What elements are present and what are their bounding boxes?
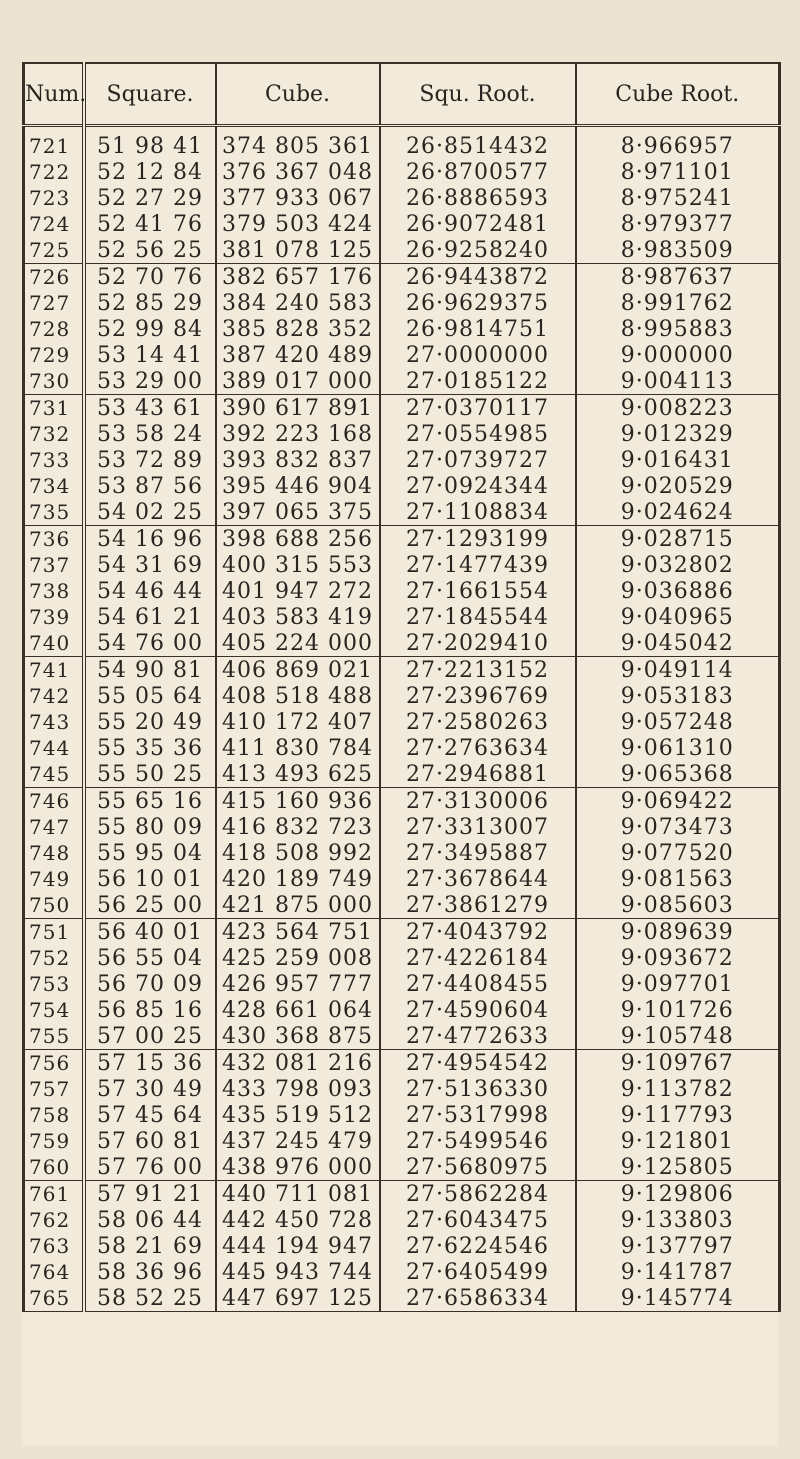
square-cell: 54 02 25 bbox=[84, 499, 216, 526]
square-cell: 58 21 69 bbox=[84, 1233, 216, 1259]
num-cell: 756 bbox=[24, 1050, 84, 1077]
square-cell: 57 00 25 bbox=[84, 1023, 216, 1050]
cube-root-cell: 9·073473 bbox=[576, 814, 780, 840]
header-square: Square. bbox=[84, 63, 216, 126]
square-cell: 56 70 09 bbox=[84, 971, 216, 997]
table-row bbox=[24, 630, 780, 657]
cube-cell: 423 564 751 bbox=[216, 919, 380, 946]
cube-cell: 425 259 008 bbox=[216, 945, 380, 971]
cube-root-cell: 8·987637 bbox=[576, 264, 780, 291]
table-row bbox=[24, 473, 780, 499]
cube-root-cell: 9·020529 bbox=[576, 473, 780, 499]
cube-cell: 440 711 081 bbox=[216, 1181, 380, 1208]
square-root-cell: 26·8514432 bbox=[380, 126, 576, 160]
cube-cell: 377 933 067 bbox=[216, 185, 380, 211]
cube-root-cell: 9·093672 bbox=[576, 945, 780, 971]
square-root-cell: 27·2580263 bbox=[380, 709, 576, 735]
square-cell: 55 80 09 bbox=[84, 814, 216, 840]
cube-root-cell: 9·109767 bbox=[576, 1050, 780, 1077]
square-cell: 53 87 56 bbox=[84, 473, 216, 499]
cube-root-cell: 9·061310 bbox=[576, 735, 780, 761]
cube-root-cell: 8·975241 bbox=[576, 185, 780, 211]
cube-root-cell: 9·065368 bbox=[576, 761, 780, 788]
square-root-cell: 27·3678644 bbox=[380, 866, 576, 892]
table-row bbox=[24, 1181, 780, 1208]
cube-root-cell: 9·053183 bbox=[576, 683, 780, 709]
square-cell: 52 85 29 bbox=[84, 290, 216, 316]
cube-cell: 413 493 625 bbox=[216, 761, 380, 788]
num-cell: 759 bbox=[24, 1128, 84, 1154]
num-cell: 763 bbox=[24, 1233, 84, 1259]
cube-root-cell: 9·137797 bbox=[576, 1233, 780, 1259]
num-cell: 727 bbox=[24, 290, 84, 316]
cube-root-cell: 9·069422 bbox=[576, 788, 780, 815]
square-cell: 57 60 81 bbox=[84, 1128, 216, 1154]
table-row bbox=[24, 788, 780, 815]
cube-cell: 447 697 125 bbox=[216, 1285, 380, 1312]
header-cube-root: Cube Root. bbox=[576, 63, 780, 126]
square-root-cell: 27·0000000 bbox=[380, 342, 576, 368]
cube-cell: 389 017 000 bbox=[216, 368, 380, 395]
table-row bbox=[24, 578, 780, 604]
table-row bbox=[24, 1207, 780, 1233]
square-cell: 54 90 81 bbox=[84, 657, 216, 684]
cube-root-cell: 9·129806 bbox=[576, 1181, 780, 1208]
table-row bbox=[24, 919, 780, 946]
table-row bbox=[24, 814, 780, 840]
square-cell: 54 61 21 bbox=[84, 604, 216, 630]
table-row bbox=[24, 395, 780, 422]
square-root-cell: 27·1108834 bbox=[380, 499, 576, 526]
num-cell: 730 bbox=[24, 368, 84, 395]
cube-cell: 444 194 947 bbox=[216, 1233, 380, 1259]
square-root-cell: 27·1293199 bbox=[380, 526, 576, 553]
square-root-cell: 27·6043475 bbox=[380, 1207, 576, 1233]
cube-cell: 418 508 992 bbox=[216, 840, 380, 866]
cube-cell: 411 830 784 bbox=[216, 735, 380, 761]
cube-cell: 428 661 064 bbox=[216, 997, 380, 1023]
cube-root-cell: 9·121801 bbox=[576, 1128, 780, 1154]
table-row bbox=[24, 421, 780, 447]
num-cell: 737 bbox=[24, 552, 84, 578]
num-cell: 731 bbox=[24, 395, 84, 422]
square-root-cell: 27·2029410 bbox=[380, 630, 576, 657]
table-row bbox=[24, 1128, 780, 1154]
square-cell: 55 35 36 bbox=[84, 735, 216, 761]
cube-root-cell: 8·995883 bbox=[576, 316, 780, 342]
table-row bbox=[24, 1076, 780, 1102]
square-cell: 55 20 49 bbox=[84, 709, 216, 735]
square-root-cell: 27·0370117 bbox=[380, 395, 576, 422]
table-row bbox=[24, 159, 780, 185]
square-cell: 52 56 25 bbox=[84, 237, 216, 264]
cube-cell: 420 189 749 bbox=[216, 866, 380, 892]
cube-root-cell: 9·113782 bbox=[576, 1076, 780, 1102]
table-row bbox=[24, 1154, 780, 1181]
square-root-cell: 27·0185122 bbox=[380, 368, 576, 395]
cube-root-cell: 9·133803 bbox=[576, 1207, 780, 1233]
square-root-cell: 27·4043792 bbox=[380, 919, 576, 946]
square-cell: 56 55 04 bbox=[84, 945, 216, 971]
num-cell: 721 bbox=[24, 126, 84, 160]
cube-cell: 426 957 777 bbox=[216, 971, 380, 997]
num-cell: 723 bbox=[24, 185, 84, 211]
cube-cell: 400 315 553 bbox=[216, 552, 380, 578]
square-root-cell: 27·6586334 bbox=[380, 1285, 576, 1312]
cube-cell: 415 160 936 bbox=[216, 788, 380, 815]
cube-root-cell: 8·979377 bbox=[576, 211, 780, 237]
num-cell: 748 bbox=[24, 840, 84, 866]
num-cell: 740 bbox=[24, 630, 84, 657]
table-row bbox=[24, 866, 780, 892]
cube-cell: 405 224 000 bbox=[216, 630, 380, 657]
cube-cell: 442 450 728 bbox=[216, 1207, 380, 1233]
table-row bbox=[24, 709, 780, 735]
square-root-cell: 27·0554985 bbox=[380, 421, 576, 447]
table-body bbox=[24, 126, 780, 1312]
cube-cell: 401 947 272 bbox=[216, 578, 380, 604]
square-cell: 57 15 36 bbox=[84, 1050, 216, 1077]
square-cell: 57 91 21 bbox=[84, 1181, 216, 1208]
header-cube: Cube. bbox=[216, 63, 380, 126]
table-row bbox=[24, 997, 780, 1023]
square-cell: 53 72 89 bbox=[84, 447, 216, 473]
cube-cell: 376 367 048 bbox=[216, 159, 380, 185]
square-cell: 57 45 64 bbox=[84, 1102, 216, 1128]
cube-root-cell: 9·077520 bbox=[576, 840, 780, 866]
math-table-page bbox=[22, 62, 778, 1446]
square-cell: 52 27 29 bbox=[84, 185, 216, 211]
header-row bbox=[24, 63, 780, 126]
num-cell: 750 bbox=[24, 892, 84, 919]
square-root-cell: 27·2763634 bbox=[380, 735, 576, 761]
table-row bbox=[24, 1102, 780, 1128]
num-cell: 764 bbox=[24, 1259, 84, 1285]
num-cell: 765 bbox=[24, 1285, 84, 1312]
table-row bbox=[24, 447, 780, 473]
cube-cell: 432 081 216 bbox=[216, 1050, 380, 1077]
square-cell: 53 29 00 bbox=[84, 368, 216, 395]
square-root-cell: 27·4226184 bbox=[380, 945, 576, 971]
num-cell: 761 bbox=[24, 1181, 84, 1208]
cube-root-cell: 9·016431 bbox=[576, 447, 780, 473]
square-cell: 56 10 01 bbox=[84, 866, 216, 892]
cube-cell: 385 828 352 bbox=[216, 316, 380, 342]
square-cell: 56 40 01 bbox=[84, 919, 216, 946]
cube-root-cell: 9·036886 bbox=[576, 578, 780, 604]
table-row bbox=[24, 1023, 780, 1050]
square-root-cell: 27·1845544 bbox=[380, 604, 576, 630]
cube-cell: 438 976 000 bbox=[216, 1154, 380, 1181]
num-cell: 728 bbox=[24, 316, 84, 342]
num-cell: 729 bbox=[24, 342, 84, 368]
num-cell: 732 bbox=[24, 421, 84, 447]
cube-root-cell: 9·117793 bbox=[576, 1102, 780, 1128]
cube-root-cell: 9·000000 bbox=[576, 342, 780, 368]
table-row bbox=[24, 761, 780, 788]
cube-root-cell: 8·983509 bbox=[576, 237, 780, 264]
cube-cell: 403 583 419 bbox=[216, 604, 380, 630]
cube-root-cell: 9·141787 bbox=[576, 1259, 780, 1285]
cube-root-cell: 8·971101 bbox=[576, 159, 780, 185]
square-root-cell: 26·9072481 bbox=[380, 211, 576, 237]
num-cell: 744 bbox=[24, 735, 84, 761]
square-cell: 53 43 61 bbox=[84, 395, 216, 422]
square-root-cell: 26·9814751 bbox=[380, 316, 576, 342]
table-row bbox=[24, 945, 780, 971]
cube-cell: 384 240 583 bbox=[216, 290, 380, 316]
square-root-cell: 26·8886593 bbox=[380, 185, 576, 211]
num-cell: 757 bbox=[24, 1076, 84, 1102]
square-root-cell: 27·3495887 bbox=[380, 840, 576, 866]
cube-cell: 435 519 512 bbox=[216, 1102, 380, 1128]
table-row bbox=[24, 342, 780, 368]
num-cell: 755 bbox=[24, 1023, 84, 1050]
cube-root-cell: 9·004113 bbox=[576, 368, 780, 395]
cube-cell: 430 368 875 bbox=[216, 1023, 380, 1050]
square-root-cell: 27·6224546 bbox=[380, 1233, 576, 1259]
square-root-cell: 27·5862284 bbox=[380, 1181, 576, 1208]
num-cell: 722 bbox=[24, 159, 84, 185]
num-cell: 746 bbox=[24, 788, 84, 815]
table-row bbox=[24, 211, 780, 237]
cube-cell: 393 832 837 bbox=[216, 447, 380, 473]
cube-root-cell: 9·012329 bbox=[576, 421, 780, 447]
square-root-cell: 26·8700577 bbox=[380, 159, 576, 185]
cube-cell: 421 875 000 bbox=[216, 892, 380, 919]
num-cell: 747 bbox=[24, 814, 84, 840]
num-cell: 743 bbox=[24, 709, 84, 735]
num-cell: 751 bbox=[24, 919, 84, 946]
cube-cell: 397 065 375 bbox=[216, 499, 380, 526]
num-cell: 725 bbox=[24, 237, 84, 264]
square-root-cell: 27·4408455 bbox=[380, 971, 576, 997]
num-cell: 749 bbox=[24, 866, 84, 892]
cube-root-cell: 9·024624 bbox=[576, 499, 780, 526]
square-cell: 53 14 41 bbox=[84, 342, 216, 368]
square-cell: 56 25 00 bbox=[84, 892, 216, 919]
num-cell: 738 bbox=[24, 578, 84, 604]
cube-root-cell: 9·101726 bbox=[576, 997, 780, 1023]
cube-cell: 395 446 904 bbox=[216, 473, 380, 499]
square-root-cell: 27·3861279 bbox=[380, 892, 576, 919]
square-cell: 54 76 00 bbox=[84, 630, 216, 657]
cube-cell: 381 078 125 bbox=[216, 237, 380, 264]
square-cell: 51 98 41 bbox=[84, 126, 216, 160]
table-row bbox=[24, 683, 780, 709]
square-root-cell: 27·2396769 bbox=[380, 683, 576, 709]
num-cell: 736 bbox=[24, 526, 84, 553]
num-cell: 760 bbox=[24, 1154, 84, 1181]
cube-root-cell: 9·057248 bbox=[576, 709, 780, 735]
table-row bbox=[24, 237, 780, 264]
square-root-cell: 26·9258240 bbox=[380, 237, 576, 264]
cube-root-cell: 8·991762 bbox=[576, 290, 780, 316]
cube-root-cell: 9·040965 bbox=[576, 604, 780, 630]
cube-root-cell: 9·105748 bbox=[576, 1023, 780, 1050]
table-row bbox=[24, 840, 780, 866]
square-root-cell: 27·6405499 bbox=[380, 1259, 576, 1285]
square-root-cell: 27·0739727 bbox=[380, 447, 576, 473]
table-row bbox=[24, 185, 780, 211]
square-root-cell: 27·5136330 bbox=[380, 1076, 576, 1102]
header-num: Num. bbox=[24, 63, 84, 126]
square-root-cell: 27·5499546 bbox=[380, 1128, 576, 1154]
cube-root-cell: 8·966957 bbox=[576, 126, 780, 160]
square-root-cell: 27·4954542 bbox=[380, 1050, 576, 1077]
square-root-cell: 27·2946881 bbox=[380, 761, 576, 788]
square-cell: 57 76 00 bbox=[84, 1154, 216, 1181]
square-cell: 53 58 24 bbox=[84, 421, 216, 447]
num-cell: 745 bbox=[24, 761, 84, 788]
square-root-cell: 27·1477439 bbox=[380, 552, 576, 578]
num-cell: 754 bbox=[24, 997, 84, 1023]
table-row bbox=[24, 316, 780, 342]
cube-root-cell: 9·089639 bbox=[576, 919, 780, 946]
cube-cell: 416 832 723 bbox=[216, 814, 380, 840]
square-root-cell: 26·9443872 bbox=[380, 264, 576, 291]
table-row bbox=[24, 604, 780, 630]
num-cell: 735 bbox=[24, 499, 84, 526]
cube-root-cell: 9·028715 bbox=[576, 526, 780, 553]
square-cell: 52 70 76 bbox=[84, 264, 216, 291]
table-row bbox=[24, 892, 780, 919]
cube-root-cell: 9·125805 bbox=[576, 1154, 780, 1181]
square-cell: 58 52 25 bbox=[84, 1285, 216, 1312]
cube-cell: 398 688 256 bbox=[216, 526, 380, 553]
square-root-cell: 27·2213152 bbox=[380, 657, 576, 684]
powers-roots-table bbox=[22, 62, 781, 1312]
cube-cell: 408 518 488 bbox=[216, 683, 380, 709]
square-root-cell: 27·1661554 bbox=[380, 578, 576, 604]
square-cell: 54 16 96 bbox=[84, 526, 216, 553]
square-cell: 57 30 49 bbox=[84, 1076, 216, 1102]
square-root-cell: 27·3313007 bbox=[380, 814, 576, 840]
square-cell: 52 99 84 bbox=[84, 316, 216, 342]
table-row bbox=[24, 126, 780, 160]
square-cell: 56 85 16 bbox=[84, 997, 216, 1023]
cube-root-cell: 9·085603 bbox=[576, 892, 780, 919]
num-cell: 752 bbox=[24, 945, 84, 971]
table-row bbox=[24, 1233, 780, 1259]
cube-cell: 379 503 424 bbox=[216, 211, 380, 237]
cube-cell: 392 223 168 bbox=[216, 421, 380, 447]
cube-cell: 387 420 489 bbox=[216, 342, 380, 368]
cube-root-cell: 9·049114 bbox=[576, 657, 780, 684]
num-cell: 726 bbox=[24, 264, 84, 291]
cube-cell: 374 805 361 bbox=[216, 126, 380, 160]
table-row bbox=[24, 499, 780, 526]
cube-root-cell: 9·081563 bbox=[576, 866, 780, 892]
num-cell: 734 bbox=[24, 473, 84, 499]
table-row bbox=[24, 735, 780, 761]
table-row bbox=[24, 971, 780, 997]
square-cell: 55 95 04 bbox=[84, 840, 216, 866]
table-row bbox=[24, 368, 780, 395]
cube-cell: 382 657 176 bbox=[216, 264, 380, 291]
cube-root-cell: 9·145774 bbox=[576, 1285, 780, 1312]
table-row bbox=[24, 526, 780, 553]
header-square-root: Squ. Root. bbox=[380, 63, 576, 126]
cube-cell: 390 617 891 bbox=[216, 395, 380, 422]
num-cell: 724 bbox=[24, 211, 84, 237]
table-row bbox=[24, 264, 780, 291]
cube-cell: 410 172 407 bbox=[216, 709, 380, 735]
square-root-cell: 27·4590604 bbox=[380, 997, 576, 1023]
square-cell: 58 36 96 bbox=[84, 1259, 216, 1285]
num-cell: 741 bbox=[24, 657, 84, 684]
square-root-cell: 27·5680975 bbox=[380, 1154, 576, 1181]
square-root-cell: 27·4772633 bbox=[380, 1023, 576, 1050]
square-cell: 54 31 69 bbox=[84, 552, 216, 578]
square-cell: 55 50 25 bbox=[84, 761, 216, 788]
cube-root-cell: 9·032802 bbox=[576, 552, 780, 578]
table-row bbox=[24, 1285, 780, 1312]
cube-root-cell: 9·097701 bbox=[576, 971, 780, 997]
cube-cell: 445 943 744 bbox=[216, 1259, 380, 1285]
num-cell: 753 bbox=[24, 971, 84, 997]
square-cell: 52 41 76 bbox=[84, 211, 216, 237]
cube-cell: 406 869 021 bbox=[216, 657, 380, 684]
num-cell: 739 bbox=[24, 604, 84, 630]
table-row bbox=[24, 657, 780, 684]
table-row bbox=[24, 1259, 780, 1285]
square-root-cell: 27·3130006 bbox=[380, 788, 576, 815]
num-cell: 742 bbox=[24, 683, 84, 709]
cube-root-cell: 9·008223 bbox=[576, 395, 780, 422]
cube-cell: 437 245 479 bbox=[216, 1128, 380, 1154]
square-cell: 52 12 84 bbox=[84, 159, 216, 185]
square-root-cell: 27·0924344 bbox=[380, 473, 576, 499]
table-row bbox=[24, 1050, 780, 1077]
cube-cell: 433 798 093 bbox=[216, 1076, 380, 1102]
num-cell: 733 bbox=[24, 447, 84, 473]
table-row bbox=[24, 290, 780, 316]
cube-root-cell: 9·045042 bbox=[576, 630, 780, 657]
num-cell: 758 bbox=[24, 1102, 84, 1128]
square-cell: 55 65 16 bbox=[84, 788, 216, 815]
square-cell: 58 06 44 bbox=[84, 1207, 216, 1233]
num-cell: 762 bbox=[24, 1207, 84, 1233]
square-cell: 55 05 64 bbox=[84, 683, 216, 709]
table-row bbox=[24, 552, 780, 578]
square-root-cell: 26·9629375 bbox=[380, 290, 576, 316]
square-cell: 54 46 44 bbox=[84, 578, 216, 604]
square-root-cell: 27·5317998 bbox=[380, 1102, 576, 1128]
